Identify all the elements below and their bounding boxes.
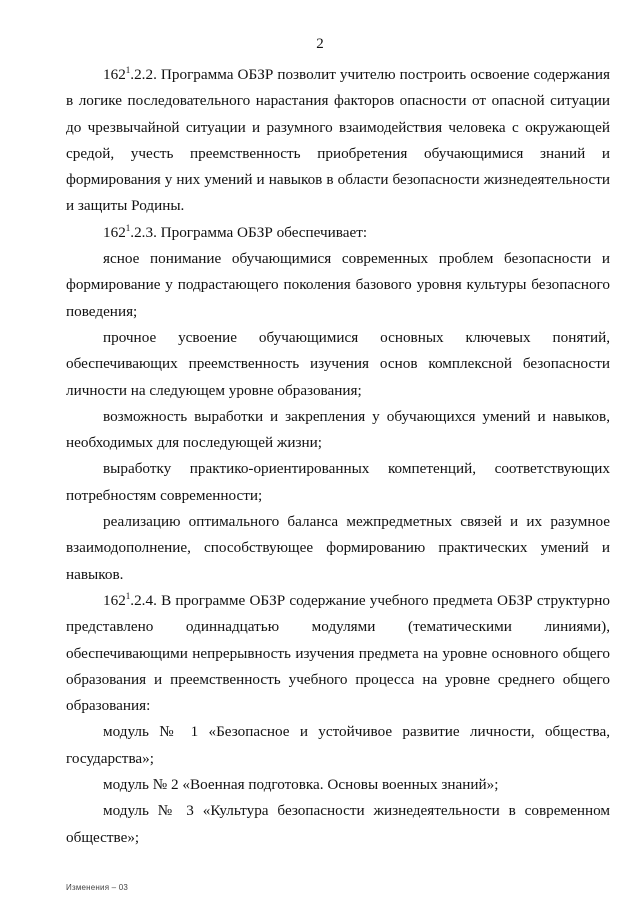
paragraph-1622-2	[66, 62, 610, 220]
module-3: модуль № 3 «Культура безопасности жизнедеятельности в современном обществе»;	[66, 802, 610, 846]
document-body	[66, 62, 610, 851]
list-item-competencies: выработку практико-ориентированных компетенций, соответствующих потребностям современности;	[66, 460, 610, 504]
list-item-interdisciplinary: реализацию оптимального баланса межпредметных связей и их разумное взаимодополнение, способствующее формированию практических умений и навыков.	[66, 513, 610, 583]
paragraph-text: .2.2. Программа ОБЗР позволит учителю построить освоение содержания в логике последовательного нарастания факторов опасности от опасной ситуации до чрезвычайной ситуации и разумного взаимодействия человека с окружающей средой, учесть преемственность приобретения обучающимися знаний и формирования у них умений и навыков в области безопасности жизнедеятельности и защиты Родины.	[66, 66, 610, 215]
paragraph-text: .2.3. Программа ОБЗР обеспечивает:	[130, 223, 368, 241]
list-item-mastery: прочное усвоение обучающимися основных ключевых понятий, обеспечивающих преемственность изучения основ комплексной безопасности личности на следующем уровне образования;	[66, 328, 610, 399]
section-number: 162	[103, 223, 126, 241]
section-superscript: 1	[125, 65, 131, 75]
paragraph-text: .2.4. В программе ОБЗР содержание учебного предмета ОБЗР структурно представлено одиннадцатью модулями (тематическими линиями), обеспечивающими непрерывность изучения предмета на уровне основного общего образования и преемственность учебного процесса на уровне среднего общего образования:	[66, 591, 610, 715]
section-number: 162	[103, 66, 126, 83]
section-number: 162	[103, 591, 126, 609]
list-item-understanding: ясное понимание обучающимися современных проблем безопасности и формирование у подрастающего поколения базового уровня культуры безопасного поведения;	[66, 250, 610, 320]
footer-revision-note: Изменения – 03	[66, 883, 129, 892]
section-superscript: 1	[125, 222, 131, 233]
list-item-skills: возможность выработки и закрепления у обучающихся умений и навыков, необходимых для последующей жизни;	[66, 407, 610, 452]
paragraph-1622-4	[66, 588, 610, 719]
module-2: модуль № 2 «Военная подготовка. Основы военных знаний»;	[103, 776, 499, 794]
module-1: модуль № 1 «Безопасное и устойчивое развитие личности, общества, государства»;	[66, 723, 610, 767]
page-number: 2	[316, 36, 324, 52]
section-superscript: 1	[125, 590, 131, 601]
paragraph-1622-3	[66, 220, 610, 246]
